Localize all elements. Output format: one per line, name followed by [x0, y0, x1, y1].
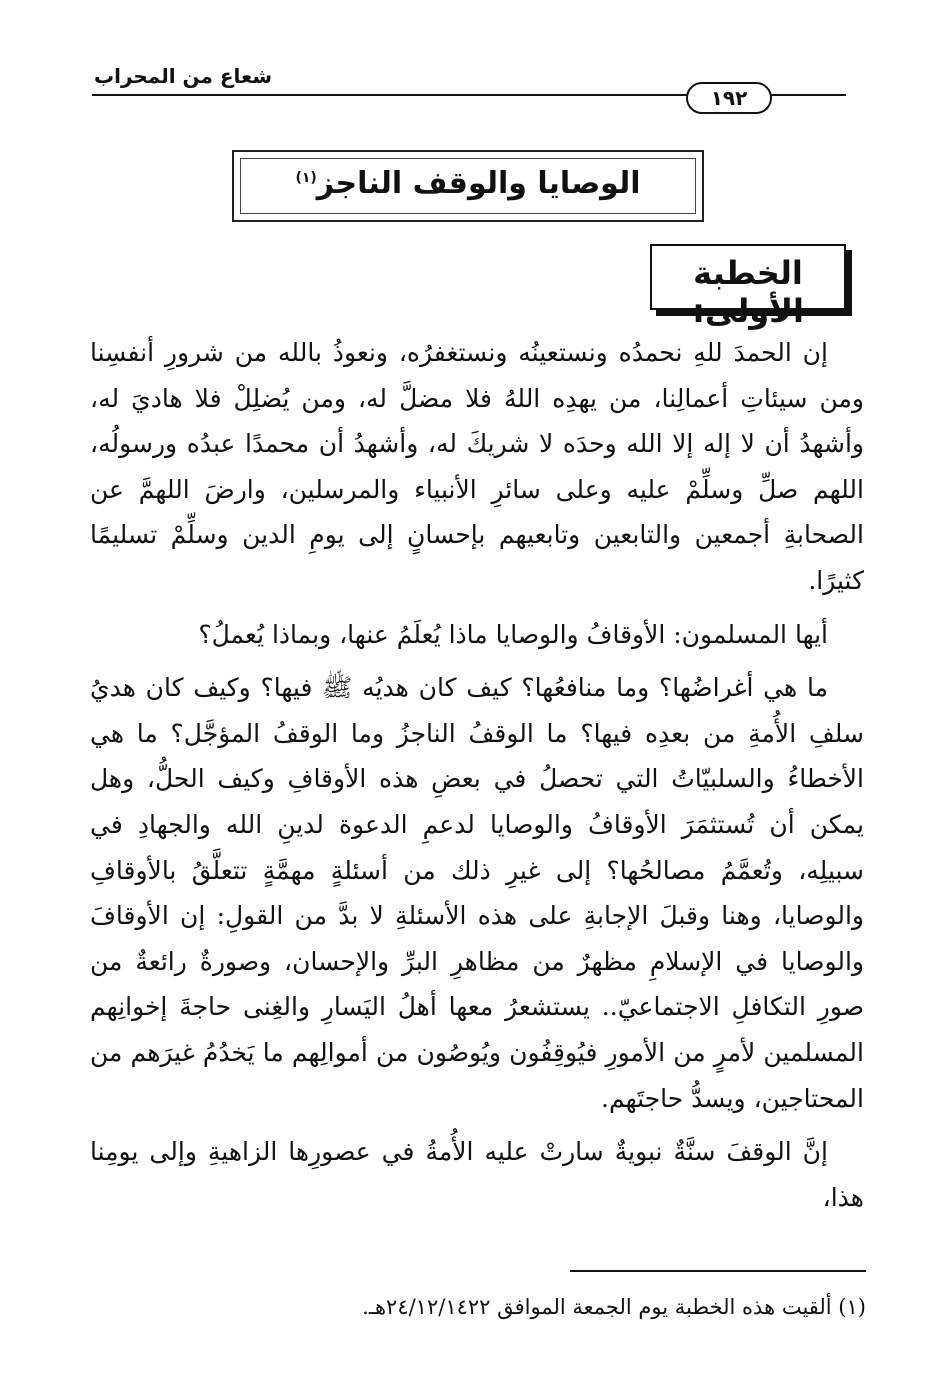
section-heading: الخطبة الأولى: [692, 254, 804, 330]
article-title-text: الوصايا والوقف الناجز [316, 166, 641, 201]
paragraph-question: أيها المسلمون: الأوقافُ والوصايا ماذا يُعلَمُ عنها، وبماذا يُعملُ؟ [198, 619, 828, 649]
article-title [234, 166, 702, 201]
book-title: شعاع من المحراب [94, 64, 273, 88]
page-number: ١٩٢ [686, 82, 772, 114]
paragraph-opening: إن الحمدَ للهِ نحمدُه ونستعينُه ونستغفرُه، ونعوذُ بالله من شرورِ أنفسِنا ومن سيئاتِ أعمالِنا، من يهدِه اللهُ فلا مضلَّ له، ومن يُضلِلْ فلا هاديَ له، وأشهدُ أن لا إله إلا الله وحدَه لا شريكَ له، وأشهدُ أن محمدًا عبدُه ورسولُه، اللهم صلِّ وسلِّمْ عليه وعلى سائرِ الأنبياء والمرسلين، وارضَ اللهمَّ عن الصحابةِ أجمعين والتابعين وتابعيهم بإحسانٍ إلى يومِ الدين وسلِّمْ تسليمًا كثيرًا. [90, 338, 864, 595]
footnote-rule [570, 1270, 866, 1272]
footnote-marker: (١) [295, 170, 317, 186]
paragraph-closing: إنَّ الوقفَ سنَّةٌ نبويةٌ سارتْ عليه الأُمةُ في عصورِها الزاهيةِ وإلى يومِنا هذا، [90, 1137, 864, 1212]
article-body [90, 330, 864, 1228]
paragraph-main: ما هي أغراضُها؟ وما منافعُها؟ كيف كان هديُه ﷺ فيها؟ وكيف كان هديُ سلفِ الأُمةِ من بعدِه فيها؟ ما الوقفُ الناجزُ وما الوقفُ المؤجَّل؟ ما هي الأخطاءُ والسلبيّاتُ التي تحصلُ في بعضِ هذه الأوقافِ وكيف الحلُّ، وهل يمكن أن تُستثمَرَ الأوقافُ والوصايا لدعمِ الدعوة لدينِ الله والجهادِ في سبيلِه، وتُعمَّمُ مصالحُها؟ إلى غيرِ ذلك من أسئلةٍ مهمَّةٍ تتعلَّقُ بالأوقافِ والوصايا، وهنا وقبلَ الإجابةِ على هذه الأسئلةِ لا بدَّ من القولِ: إن الأوقافَ والوصايا في الإسلامِ مظهرٌ من مظاهرِ البرِّ والإحسان، وصورةٌ رائعةٌ من صورِ التكافلِ الاجتماعيّ.. يستشعرُ معها أهلُ اليَسارِ والغِنى حاجةَ إخوانِهم المسلمين لأمرٍ من الأمورِ فيُوقِفُون ويُوصُون من أموالِهم ما يَخدُمُ غيرَهم من المحتاجين، ويسدُّ حاجتَهم. [90, 673, 864, 1113]
section-heading-frame [650, 244, 846, 330]
article-title-frame [232, 150, 704, 222]
footnote: (١) ألقيت هذه الخطبة يوم الجمعة الموافق ٢٤/١٢/١٤٢٢هـ. [362, 1295, 866, 1319]
